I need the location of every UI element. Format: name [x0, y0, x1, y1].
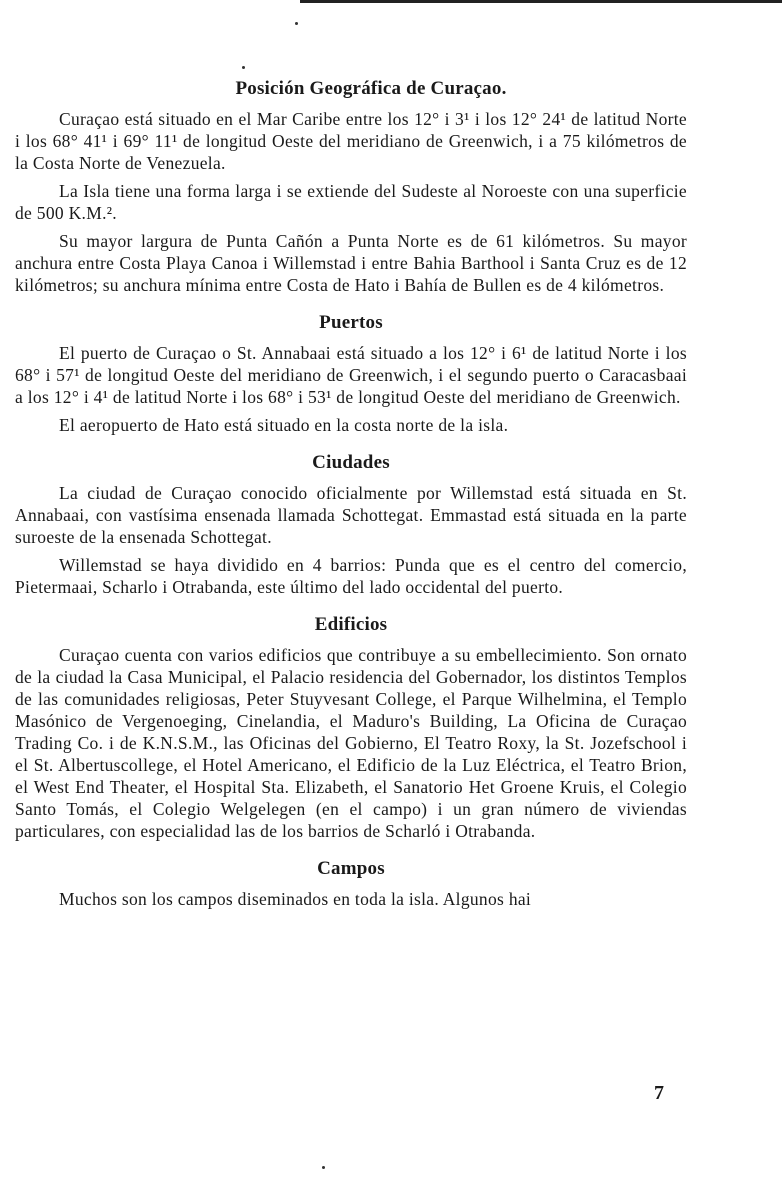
section-title: Posición Geográfica de Curaçao.	[235, 78, 507, 99]
section-title: Edificios	[314, 614, 388, 635]
paragraph: Curaçao cuenta con varios edificios que contribuye a su embellecimiento. Son ornato de la ciudad la Casa Municipal, el Palacio residencia del Gobernador, los distintos Templos de las comunidades religiosas, Peter Stuyvesant College, el Parque Wilhelmina, el Templo Masónico de Vergenoeging, Cinelandia, el Maduro's Building, La Oficina de Curaçao Trading Co. i de K.N.S.M., las Oficinas del Gobierno, El Teatro Roxy, la St. Jozefschool i el St. Albertuscollege, el Hotel Americano, el Edificio de la Luz Eléctrica, el Teatro Brion, el West End Theater, el Hospital Sta. Elizabeth, el Sanatorio Het Groene Kruis, el Colegio Santo Tomás, el Colegio Welgelegen (en el campo) i un gran número de viviendas particulares, con especialidad las de los barrios de Scharló i Otrabanda.	[15, 645, 687, 841]
print-speck	[295, 22, 298, 25]
section-campos	[15, 858, 687, 910]
top-edge-line	[300, 0, 782, 3]
print-speck	[322, 1166, 325, 1169]
paragraph: El aeropuerto de Hato está situado en la costa norte de la isla.	[59, 415, 509, 435]
section-title: Puertos	[319, 312, 383, 333]
print-speck	[242, 66, 245, 69]
page-number: 7	[654, 1082, 664, 1104]
section-ciudades	[15, 452, 687, 598]
paragraph: Willemstad se haya dividido en 4 barrios: Punda que es el centro del comercio, Pietermaai, Scharlo i Otrabanda, este último del lado occidental del puerto.	[15, 555, 687, 597]
section-title: Ciudades	[312, 452, 390, 473]
section-posicion	[15, 78, 687, 296]
page-body	[15, 78, 687, 916]
paragraph: Muchos son los campos diseminados en toda la isla. Algunos hai	[59, 889, 532, 909]
section-title: Campos	[317, 858, 385, 879]
paragraph: Curaçao está situado en el Mar Caribe entre los 12° i 3¹ i los 12° 24¹ de latitud Norte i los 68° 41¹ i 69° 11¹ de longitud Oeste del meridiano de Greenwich, i a 75 kilómetros de la Costa Norte de Venezuela.	[15, 109, 687, 173]
paragraph: El puerto de Curaçao o St. Annabaai está situado a los 12° i 6¹ de latitud Norte i los 68° i 57¹ de longitud Oeste del meridiano de Greenwich, i el segundo puerto o Caracasbaai a los 12° i 4¹ de latitud Norte i los 68° i 53¹ de longitud Oeste del meridiano de Greenwich.	[15, 343, 687, 407]
paragraph: La ciudad de Curaçao conocido oficialmente por Willemstad está situada en St. Annabaai, con vastísima ensenada llamada Schottegat. Emmastad está situada en la parte suroeste de la ensenada Schottegat.	[15, 483, 687, 547]
paragraph: Su mayor largura de Punta Cañón a Punta Norte es de 61 kilómetros. Su mayor anchura entre Costa Playa Canoa i Willemstad i entre Bahia Barthool i Santa Cruz es de 12 kilómetros; su anchura mínima entre Costa de Hato i Bahía de Bullen es de 4 kilómetros.	[15, 231, 687, 295]
section-edificios	[15, 614, 687, 842]
section-puertos	[15, 312, 687, 436]
paragraph: La Isla tiene una forma larga i se extiende del Sudeste al Noroeste con una superficie de 500 K.M.².	[15, 181, 687, 223]
